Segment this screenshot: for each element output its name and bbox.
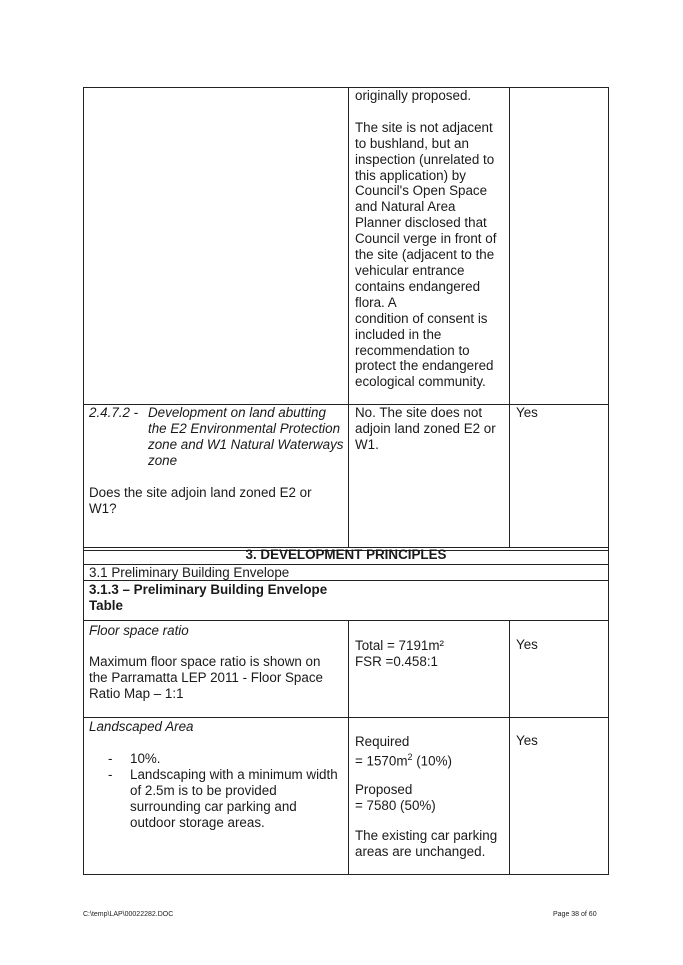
landscape-complies: Yes — [516, 733, 538, 748]
landscape-required-label: Required — [355, 734, 410, 749]
landscape-existing: The existing car parking areas are unchanged. — [355, 828, 498, 859]
clause-number: 2.4.7.2 - — [89, 405, 139, 420]
continuation-details: originally proposed. The site is not adjacent to bushland, but an inspection (unrelated to this application) by Council's Open Space and Natural Area Planner disclosed that Council verge in front of the site (adjacent to the vehicular entrance contains endangered flora. A condition of consent is included in the recommendation to protect the endangered ecological community. — [355, 88, 497, 390]
subsection-heading: 3.1 Preliminary Building Envelope — [89, 565, 290, 580]
clause-title: Development on land abutting the E2 Environmental Protection zone and W1 Natural Waterways zone — [148, 405, 344, 468]
column-divider — [509, 88, 510, 547]
footer-page-number: Page 38 of 60 — [553, 911, 597, 918]
clause-question: Does the site adjoin land zoned E2 or W1? — [89, 485, 312, 516]
bullet-text: 10%. — [130, 751, 161, 766]
compliance-table — [83, 87, 609, 875]
table-heading: 3.1.3 – Preliminary Building Envelope Table — [89, 582, 328, 613]
fsr-details: Total = 7191m² FSR =0.458:1 — [355, 638, 444, 669]
landscape-title: Landscaped Area — [89, 719, 194, 734]
bullet-dash: - — [108, 767, 113, 782]
column-divider — [509, 620, 510, 875]
column-divider — [348, 620, 349, 875]
bullet-dash: - — [108, 751, 113, 766]
required-superscript: 2 — [407, 752, 413, 762]
clause-details: No. The site does not adjoin land zoned E2 or W1. — [355, 405, 496, 452]
required-prefix: = 1570m — [355, 753, 408, 769]
row-divider — [84, 717, 608, 718]
section-heading: 3. DEVELOPMENT PRINCIPLES — [245, 547, 447, 562]
landscape-required-value — [355, 750, 452, 769]
bullet-text: Landscaping with a minimum width of 2.5m is to be provided surrounding car parking and outdoor storage areas. — [130, 767, 338, 830]
fsr-complies: Yes — [516, 637, 538, 652]
fsr-text: Maximum floor space ratio is shown on the Parramatta LEP 2011 - Floor Space Ratio Map – 1:1 — [89, 654, 323, 701]
required-suffix: (10%) — [412, 753, 452, 769]
row-divider — [84, 620, 608, 621]
fsr-title: Floor space ratio — [89, 623, 189, 638]
landscape-proposed: Proposed = 7580 (50%) — [355, 782, 436, 813]
footer-path: C:\temp\LAP\00022282.DOC — [83, 911, 174, 918]
clause-complies: Yes — [516, 405, 538, 420]
column-divider — [348, 88, 349, 547]
